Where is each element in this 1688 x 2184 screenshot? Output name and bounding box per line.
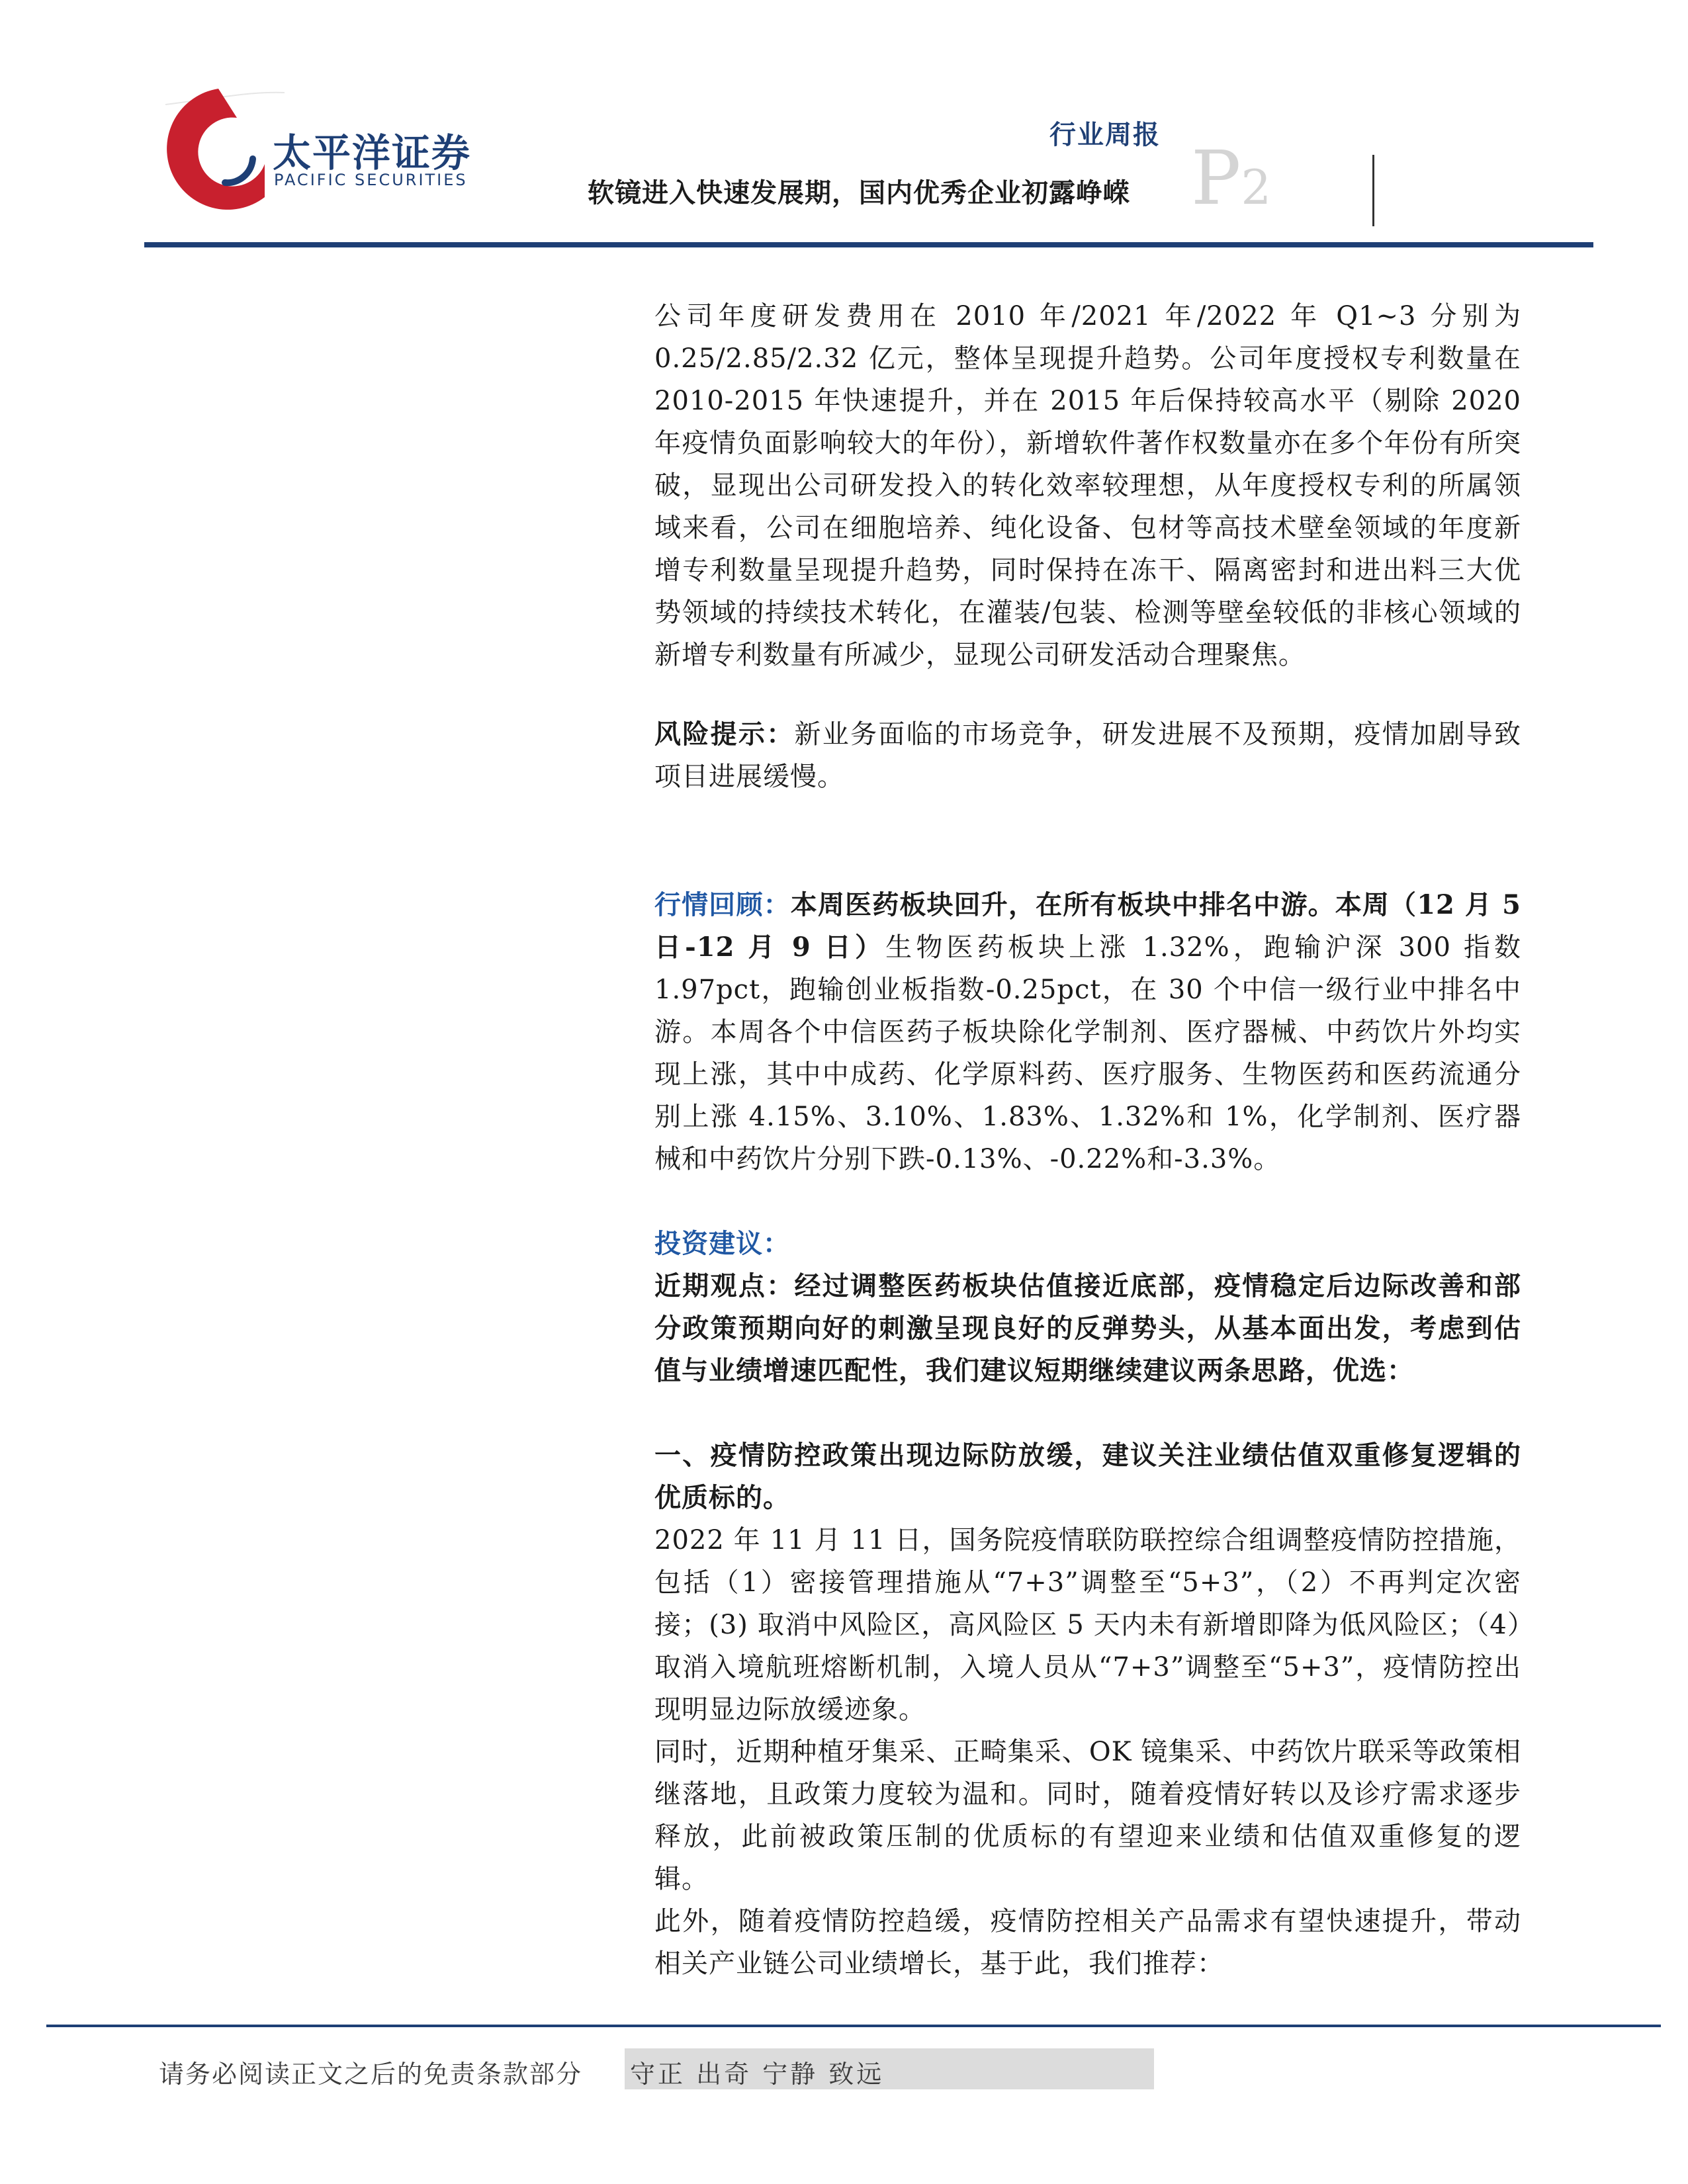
page-digit: 2 — [1241, 159, 1272, 215]
market-review-text: 生物医药板块上涨 1.32%，跑输沪深 300 指数 1.97pct，跑输创业板指数-0.25pct，在 30 个中信一级行业中排名中游。本周各个中信医药子板块除化学制剂、医疗器械、中药饮片外均实现上涨，其中中成药、化学原料药、医疗服务、生物医药和医药流通分别上涨 4.15%、3.10%、1.83%、1.32%和 1%，化学制剂、医疗器械和中药饮片分别下跌-0.13%、-0.22%和-3.3%。 — [654, 932, 1522, 1174]
header-divider — [1372, 155, 1374, 226]
risk-paragraph — [654, 713, 1521, 798]
footer-disclaimer: 请务必阅读正文之后的免责条款部分 — [159, 2060, 583, 2089]
investment-advice-label: 投资建议： — [654, 1228, 790, 1259]
section-1-paragraph-3: 此外，随着疫情防控趋缓，疫情防控相关产品需求有望快速提升，带动相关产业链公司业绩增长，基于此，我们推荐： — [654, 1906, 1521, 1979]
section-1-title: 一、疫情防控政策出现边际防放缓，建议关注业绩估值双重修复逻辑的优质标的。 — [654, 1440, 1521, 1513]
page-letter: P — [1191, 136, 1241, 222]
market-review-bold: 本周医药板块回升，在所有板块中排名中游。本周（12 月 5 日-12 月 9 日） — [654, 889, 1521, 963]
footer-motto: 守正 出奇 宁静 致远 — [630, 2060, 885, 2089]
risk-label: 风险提示： — [654, 719, 795, 750]
main-content — [654, 295, 1521, 1985]
market-review-paragraph — [654, 884, 1521, 1180]
report-title: 软镜进入快速发展期，国内优秀企业初露峥嵘 — [588, 178, 1130, 208]
footer-rule — [46, 2025, 1661, 2027]
brand-name-en: PACIFIC SECURITIES — [274, 171, 468, 189]
section-1-paragraph-1: 2022 年 11 月 11 日，国务院疫情联防联控综合组调整疫情防控措施，包括（1）密接管理措施从“7+3”调整至“5+3”，（2）不再判定次密接；(3) 取消中风险区，高风险区 5 天内未有新增即降为低风险区；（4）取消入境航班熔断机制，入境人员从“7+3”调整至“5+3”，疫情防控出现明显边际放缓迹象。 — [654, 1525, 1521, 1725]
risk-text: 新业务面临的市场竞争，研发进展不及预期，疫情加剧导致项目进展缓慢。 — [654, 719, 1521, 792]
header-rule — [144, 242, 1593, 247]
section-1-paragraph-2: 同时，近期种植牙集采、正畸集采、OK 镜集采、中药饮片联采等政策相继落地，且政策力度较为温和。同时，随着疫情好转以及诊疗需求逐步释放，此前被政策压制的优质标的有望迎来业绩和估值双重修复的逻辑。 — [654, 1737, 1521, 1894]
company-rd-paragraph: 公司年度研发费用在 2010 年/2021 年/2022 年 Q1~3 分别为 0.25/2.85/2.32 亿元，整体呈现提升趋势。公司年度授权专利数量在 2010-2015 年快速提升，并在 2015 年后保持较高水平（剔除 2020 年疫情负面影响较大的年份），新增软件著作权数量亦在多个年份有所突破，显现出公司研发投入的转化效率较理想，从年度授权专利的所属领域来看，公司在细胞培养、纯化设备、包材等高技术壁垒领域的年度新增专利数量呈现提升趋势，同时保持在冻干、隔离密封和进出料三大优势领域的持续技术转化，在灌装/包装、检测等壁垒较低的非核心领域的新增专利数量有所减少，显现公司研发活动合理聚焦。 — [654, 301, 1521, 670]
page-number — [1191, 136, 1272, 222]
brand-name-cn: 太平洋证券 — [273, 130, 472, 175]
market-review-label: 行情回顾： — [654, 889, 791, 920]
report-type: 行业周报 — [1049, 120, 1161, 150]
recent-view-paragraph: 近期观点：经过调整医药板块估值接近底部，疫情稳定后边际改善和部分政策预期向好的刺激呈现良好的反弹势头，从基本面出发，考虑到估值与业绩增速匹配性，我们建议短期继续建议两条思路，优选： — [654, 1270, 1521, 1386]
